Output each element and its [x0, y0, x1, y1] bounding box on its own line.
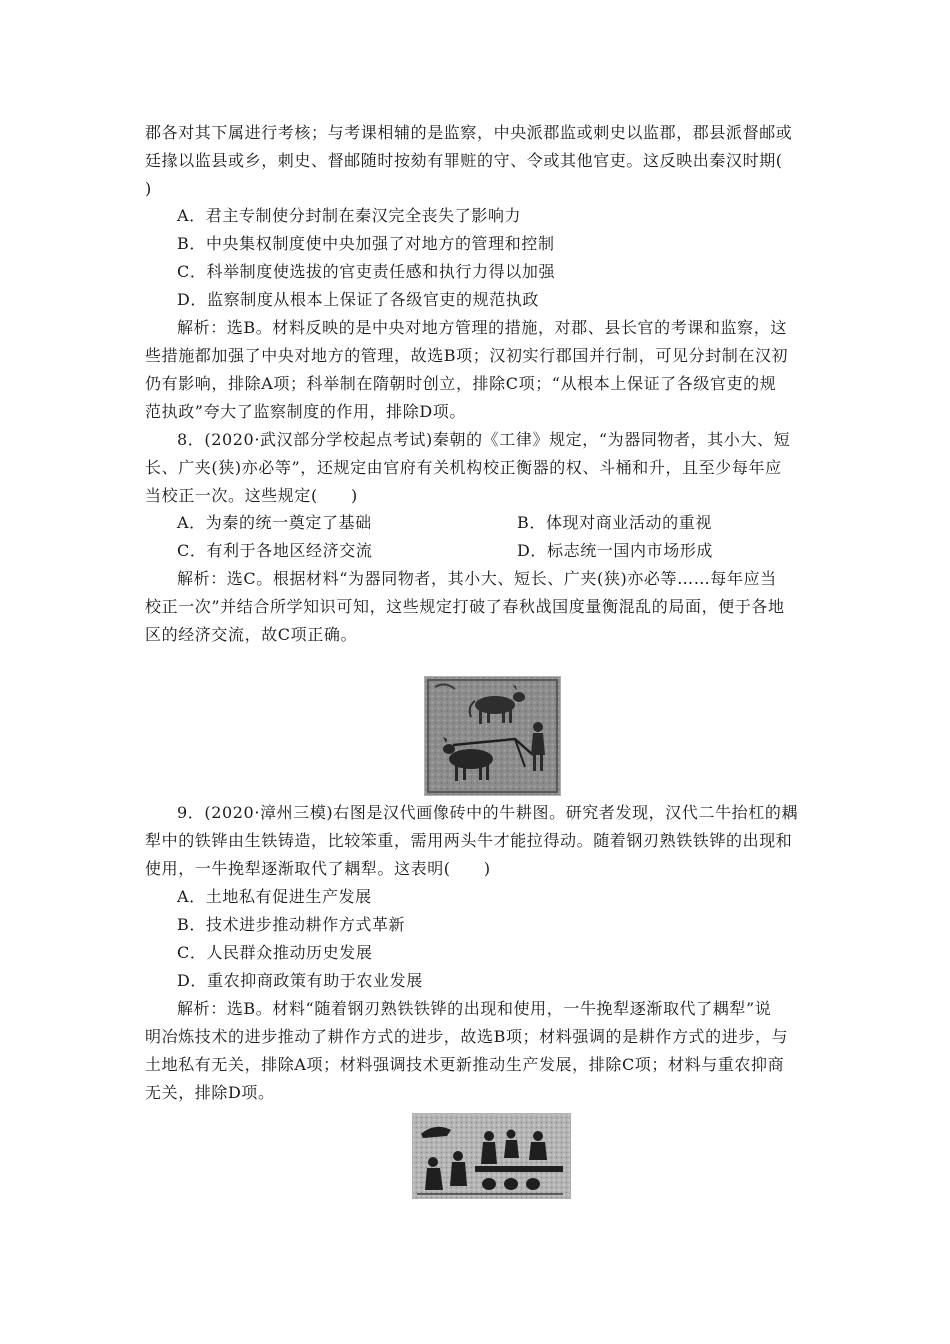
- q9-option-d: D．重农抑商政策有助于农业发展: [177, 971, 423, 990]
- q8-option-d: D．标志统一国内市场形成: [517, 541, 714, 560]
- q9-option-b: B．技术进步推动耕作方式革新: [177, 915, 406, 934]
- q8-stem-line: 长、广夹(狭)亦必等”，还规定由官府有关机构校正衡器的权、斗桶和升，且至少每年应: [145, 458, 782, 477]
- q7-option-c: C．科举制度使选拔的官吏责任感和执行力得以加强: [177, 262, 556, 281]
- brick-relief-image: [413, 1114, 570, 1198]
- q9-option-a: A．土地私有促进生产发展: [177, 887, 372, 906]
- q8-analysis-line: 区的经济交流，故C项正确。: [145, 625, 358, 644]
- q7-analysis-line: 范执政”夸大了监察制度的作用，排除D项。: [145, 402, 467, 421]
- q8-option-b: B．体现对商业活动的重视: [517, 513, 712, 532]
- q9-stem-line: 犁中的铁铧由生铁铸造，比较笨重，需用两头牛才能拉得动。随着钢刃熟铁铁铧的出现和: [145, 831, 793, 850]
- q9-analysis-line: 解析：选B。材料“随着钢刃熟铁铁铧的出现和使用，一牛挽犁逐渐取代了耦犁”说: [177, 999, 772, 1018]
- q7-option-d: D．监察制度从根本上保证了各级官吏的规范执政: [177, 290, 540, 309]
- q8-stem-line: 8．(2020·武汉部分学校起点考试)秦朝的《工律》规定，“为器同物者，其小大、短: [177, 430, 791, 449]
- ox-plough-image: [425, 677, 560, 795]
- ox-plough-figure: [424, 676, 561, 796]
- brick-relief-figure: [412, 1113, 571, 1199]
- q7-stem-line: 廷掾以监县或乡，刺史、督邮随时按劾有罪赃的守、令或其他官吏。这反映出秦汉时期(: [145, 151, 783, 170]
- q9-analysis-line: 无关，排除D项。: [145, 1083, 275, 1102]
- q7-analysis-line: 些措施都加强了中央对地方的管理，故选B项；汉初实行郡国并行制，可见分封制在汉初: [145, 346, 789, 365]
- q9-analysis-line: 明冶炼技术的进步推动了耕作方式的进步，故选B项；材料强调的是耕作方式的进步，与: [145, 1027, 789, 1046]
- q9-analysis-line: 土地私有无关，排除A项；材料强调技术更新推动生产发展，排除C项；材料与重农抑商: [145, 1055, 785, 1074]
- q7-option-a: A．君主专制使分封制在秦汉完全丧失了影响力: [177, 206, 522, 225]
- q8-option-c: C．有利于各地区经济交流: [177, 541, 373, 560]
- q7-option-b: B．中央集权制度使中央加强了对地方的管理和控制: [177, 234, 555, 253]
- q7-analysis-line: 解析：选B。材料反映的是中央对地方管理的措施，对郡、县长官的考课和监察，这: [177, 318, 787, 337]
- q8-analysis-line: 解析：选C。根据材料“为器同物者，其小大、短长、广夹(狭)亦必等……每年应当: [177, 569, 777, 588]
- q7-analysis-line: 仍有影响，排除A项；科举制在隋朝时创立，排除C项；“从根本上保证了各级官吏的规: [145, 374, 777, 393]
- q8-option-a: A．为秦的统一奠定了基础: [177, 513, 372, 532]
- q9-option-c: C．人民群众推动历史发展: [177, 943, 373, 962]
- q7-stem-line: ): [145, 179, 152, 198]
- q9-stem-line: 9．(2020·漳州三模)右图是汉代画像砖中的牛耕图。研究者发现，汉代二牛抬杠的耦: [177, 803, 799, 822]
- q9-stem-line: 使用，一牛挽犁逐渐取代了耦犁。这表明( ): [145, 859, 491, 878]
- q7-stem-line: 郡各对其下属进行考核；与考课相辅的是监察，中央派郡监或刺史以监郡，郡县派督邮或: [145, 123, 793, 142]
- q8-analysis-line: 校正一次”并结合所学知识可知，这些规定打破了春秋战国度量衡混乱的局面，便于各地: [145, 597, 785, 616]
- q8-stem-line: 当校正一次。这些规定( ): [145, 486, 358, 505]
